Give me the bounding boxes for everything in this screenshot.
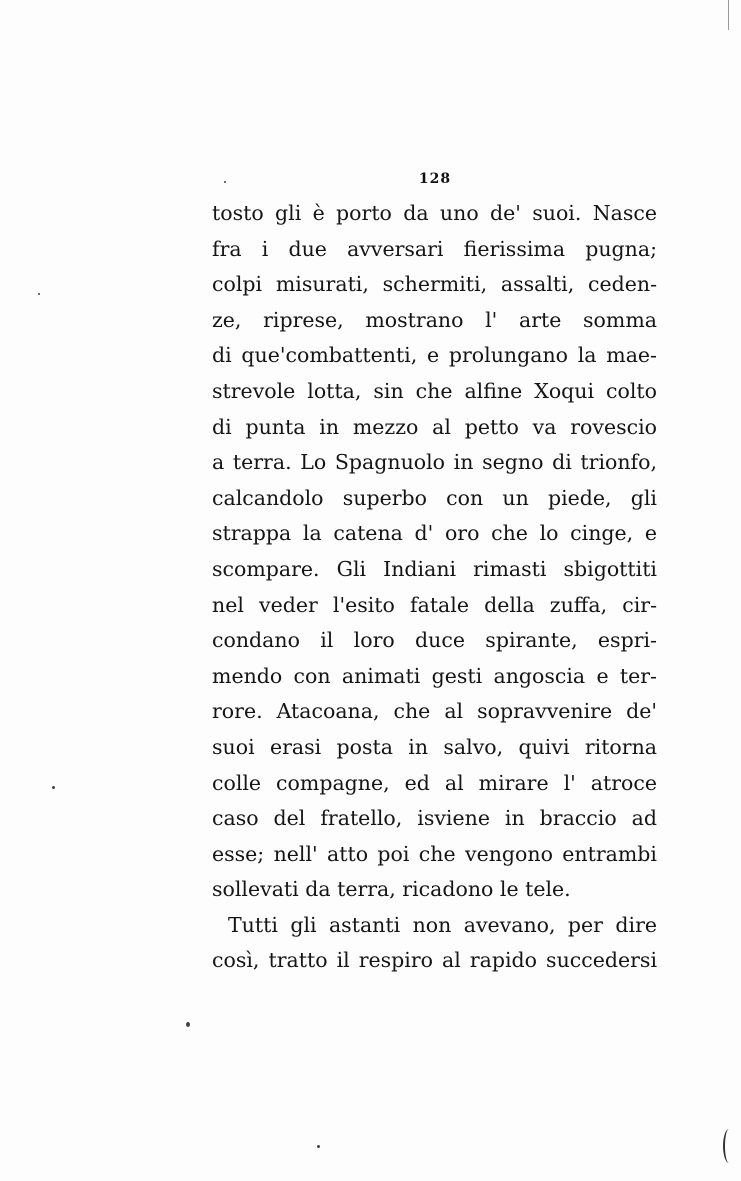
text-line: condano il loro duce spirante, espri- xyxy=(212,628,657,653)
page-number: 128 xyxy=(418,171,452,187)
text-line: Tutti gli astanti non avevano, per dire xyxy=(228,912,657,937)
text-line: colpi misurati, schermiti, assalti, ceden- xyxy=(212,272,657,297)
text-line: ze, riprese, mostrano l' arte somma xyxy=(212,307,657,332)
text-line: suoi erasi posta in salvo, quivi ritorna xyxy=(212,734,657,759)
text-line: a terra. Lo Spagnuolo in segno di trionfo, xyxy=(212,450,657,475)
text-line: sollevati da terra, ricadono le tele. xyxy=(212,877,571,902)
ink-speck xyxy=(186,1022,190,1027)
ink-speck xyxy=(52,786,55,789)
text-line: fra i due avversari fierissima pugna; xyxy=(212,236,657,261)
text-line: di que'combattenti, e prolungano la mae- xyxy=(212,343,657,368)
text-line: mendo con animati gesti angoscia e ter- xyxy=(212,663,657,688)
text-line: rore. Atacoana, che al sopravvenire de' xyxy=(212,699,657,724)
text-line: scompare. Gli Indiani rimasti sbigottiti xyxy=(212,556,657,581)
ink-speck xyxy=(317,1145,320,1148)
ink-speck xyxy=(224,181,226,183)
page-edge-top xyxy=(728,0,741,30)
text-line: strevole lotta, sin che alfine Xoqui colto xyxy=(212,378,657,403)
body-text xyxy=(212,196,657,979)
ink-speck xyxy=(38,293,40,295)
text-line: esse; nell' atto poi che vengono entrambi xyxy=(212,841,657,866)
page-edge-mark xyxy=(723,1129,735,1163)
text-line: strappa la catena d' oro che lo cinge, e xyxy=(212,521,657,546)
text-line: di punta in mezzo al petto va rovescio xyxy=(212,414,657,439)
text-line: caso del fratello, isviene in braccio ad xyxy=(212,806,657,831)
text-line: calcandolo superbo con un piede, gli xyxy=(212,485,657,510)
text-line: tosto gli è porto da uno de' suoi. Nasce xyxy=(212,201,657,225)
text-line: colle compagne, ed al mirare l' atroce xyxy=(212,770,657,795)
text-line: così, tratto il respiro al rapido succedersi xyxy=(212,948,657,973)
text-line: nel veder l'esito fatale della zuffa, cir- xyxy=(212,592,657,617)
